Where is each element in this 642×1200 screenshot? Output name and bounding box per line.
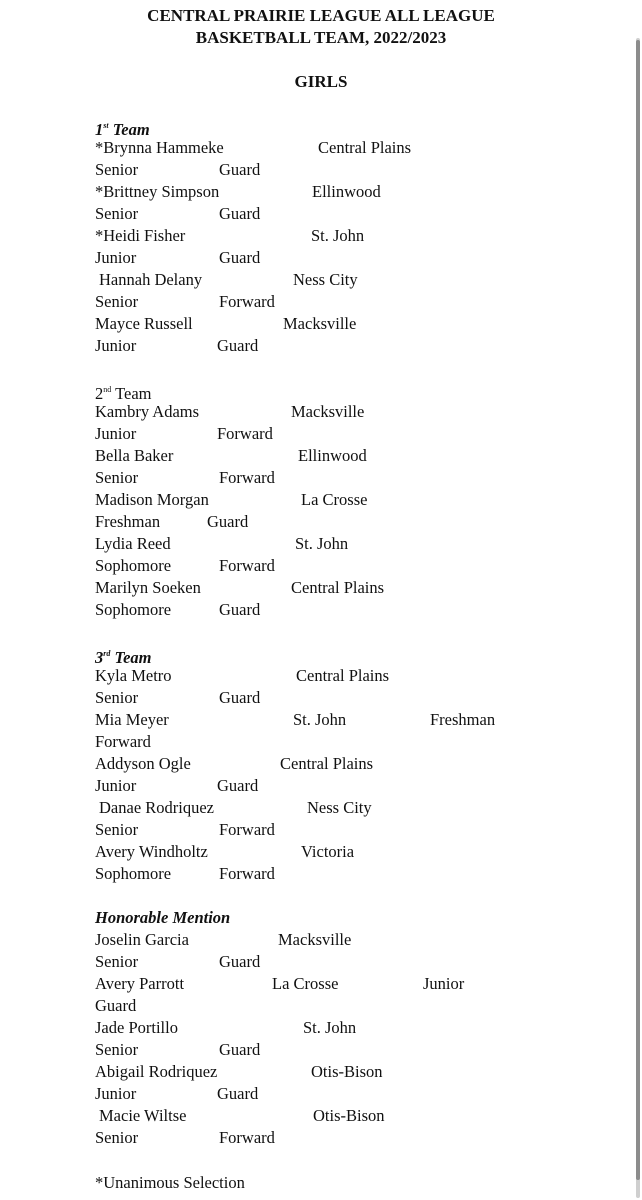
first-team-word: Team (108, 120, 150, 139)
second-team-word: Team (111, 384, 152, 403)
player-position: Forward (219, 1128, 275, 1147)
player-name-line (0, 577, 642, 599)
player-name-line (0, 489, 642, 511)
second-team-number: 2 (95, 384, 104, 403)
player-position: Guard (219, 952, 261, 971)
first-team-suffix: st (103, 121, 109, 130)
player-class: Junior (423, 974, 465, 993)
player-class: Junior (95, 776, 137, 795)
player-class: Senior (95, 952, 139, 971)
player-school: Central Plains (318, 138, 412, 157)
player-name: Avery Windholtz (95, 842, 208, 861)
honorable-mention-heading: Honorable Mention (95, 908, 231, 927)
player-class: Senior (95, 820, 139, 839)
player-school: La Crosse (272, 974, 339, 993)
third-team-suffix: rd (103, 649, 111, 658)
player-detail-line (0, 555, 642, 577)
player-name-line (0, 533, 642, 555)
player-school: Macksville (291, 402, 365, 421)
player-position: Forward (219, 820, 275, 839)
section-title-girls: GIRLS (294, 72, 348, 91)
player-detail-line (0, 423, 642, 445)
player-school: Ellinwood (312, 182, 381, 201)
player-name-line (0, 137, 642, 159)
player-name-line (0, 973, 642, 995)
unanimous-selection-footnote: *Unanimous Selection (95, 1173, 245, 1192)
player-school: La Crosse (301, 490, 368, 509)
player-name: Hannah Delany (99, 270, 203, 289)
player-position: Guard (219, 160, 261, 179)
player-detail-line (0, 1083, 642, 1105)
player-class: Sophomore (95, 864, 172, 883)
player-detail-line (0, 687, 642, 709)
player-detail-line (0, 775, 642, 797)
player-name: Mia Meyer (95, 710, 169, 729)
player-name-line (0, 1017, 642, 1039)
player-detail-line (0, 159, 642, 181)
player-position: Forward (219, 468, 275, 487)
player-name: *Brittney Simpson (95, 182, 220, 201)
player-detail-line (0, 1039, 642, 1061)
player-detail-line (0, 247, 642, 269)
player-name: Marilyn Soeken (95, 578, 201, 597)
player-school: Central Plains (296, 666, 390, 685)
player-detail-line (0, 511, 642, 533)
player-name-line (0, 709, 642, 731)
player-position: Guard (219, 248, 261, 267)
second-team-suffix: nd (103, 385, 112, 394)
player-school: Macksville (283, 314, 357, 333)
third-team-number: 3 (95, 648, 104, 667)
player-class: Junior (95, 336, 137, 355)
player-name-line (0, 401, 642, 423)
player-name-line (0, 181, 642, 203)
player-name: Madison Morgan (95, 490, 209, 509)
player-detail-line (0, 819, 642, 841)
player-school: Otis-Bison (313, 1106, 385, 1125)
player-name-line (0, 929, 642, 951)
player-school: Ellinwood (298, 446, 367, 465)
player-name: *Heidi Fisher (95, 226, 186, 245)
player-position: Guard (217, 1084, 259, 1103)
player-position: Forward (219, 556, 275, 575)
player-name-line (0, 797, 642, 819)
player-name: Joselin Garcia (95, 930, 189, 949)
player-detail-line (0, 467, 642, 489)
player-detail-line (0, 1127, 642, 1149)
player-name: Addyson Ogle (95, 754, 191, 773)
player-class: Junior (95, 248, 137, 267)
player-position: Guard (219, 1040, 261, 1059)
player-school: Central Plains (291, 578, 385, 597)
player-class: Senior (95, 204, 139, 223)
player-name: Kambry Adams (95, 402, 200, 421)
player-detail-line (0, 995, 642, 1017)
player-class: Freshman (95, 512, 161, 531)
player-position: Guard (217, 336, 259, 355)
player-class: Senior (95, 292, 139, 311)
player-name: Abigail Rodriquez (95, 1062, 218, 1081)
player-name: Mayce Russell (95, 314, 193, 333)
player-name-line (0, 445, 642, 467)
player-position: Guard (217, 776, 259, 795)
third-team-word: Team (110, 648, 152, 667)
player-name: *Brynna Hammeke (95, 138, 224, 157)
player-position: Forward (219, 292, 275, 311)
player-position: Guard (219, 600, 261, 619)
player-school: Otis-Bison (311, 1062, 383, 1081)
player-name-line (0, 665, 642, 687)
player-name-line (0, 1105, 642, 1127)
player-position: Guard (95, 996, 137, 1015)
player-position: Guard (207, 512, 249, 531)
player-detail-line (0, 291, 642, 313)
player-name: Avery Parrott (95, 974, 185, 993)
player-name-line (0, 225, 642, 247)
first-team-number: 1 (95, 120, 104, 139)
player-school: St. John (303, 1018, 357, 1037)
player-detail-line (0, 951, 642, 973)
document-title-line2: BASKETBALL TEAM, 2022/2023 (195, 28, 447, 47)
player-position: Forward (217, 424, 273, 443)
player-name-line (0, 1061, 642, 1083)
player-school: Ness City (293, 270, 358, 289)
player-class: Senior (95, 1040, 139, 1059)
player-name: Macie Wiltse (99, 1106, 187, 1125)
player-detail-line (0, 863, 642, 885)
player-school: St. John (293, 710, 347, 729)
player-name-line (0, 269, 642, 291)
player-school: St. John (295, 534, 349, 553)
player-position: Forward (219, 864, 275, 883)
player-name: Lydia Reed (95, 534, 171, 553)
player-detail-line (0, 335, 642, 357)
player-position: Guard (219, 688, 261, 707)
player-school: Central Plains (280, 754, 374, 773)
player-school: Victoria (301, 842, 355, 861)
player-class: Senior (95, 1128, 139, 1147)
player-name-line (0, 841, 642, 863)
player-class: Senior (95, 160, 139, 179)
player-class: Senior (95, 468, 139, 487)
player-name-line (0, 313, 642, 335)
player-name: Kyla Metro (95, 666, 172, 685)
player-class: Freshman (430, 710, 496, 729)
player-detail-line (0, 599, 642, 621)
player-name: Bella Baker (95, 446, 174, 465)
player-school: Macksville (278, 930, 352, 949)
player-detail-line (0, 731, 642, 753)
player-name-line (0, 753, 642, 775)
player-school: St. John (311, 226, 365, 245)
document-title-line1: CENTRAL PRAIRIE LEAGUE ALL LEAGUE (147, 6, 495, 25)
player-position: Guard (219, 204, 261, 223)
player-class: Sophomore (95, 600, 172, 619)
player-class: Sophomore (95, 556, 172, 575)
player-name: Danae Rodriquez (99, 798, 214, 817)
player-school: Ness City (307, 798, 372, 817)
player-detail-line (0, 203, 642, 225)
player-class: Junior (95, 1084, 137, 1103)
player-name: Jade Portillo (95, 1018, 178, 1037)
player-position: Forward (95, 732, 151, 751)
player-class: Junior (95, 424, 137, 443)
player-class: Senior (95, 688, 139, 707)
